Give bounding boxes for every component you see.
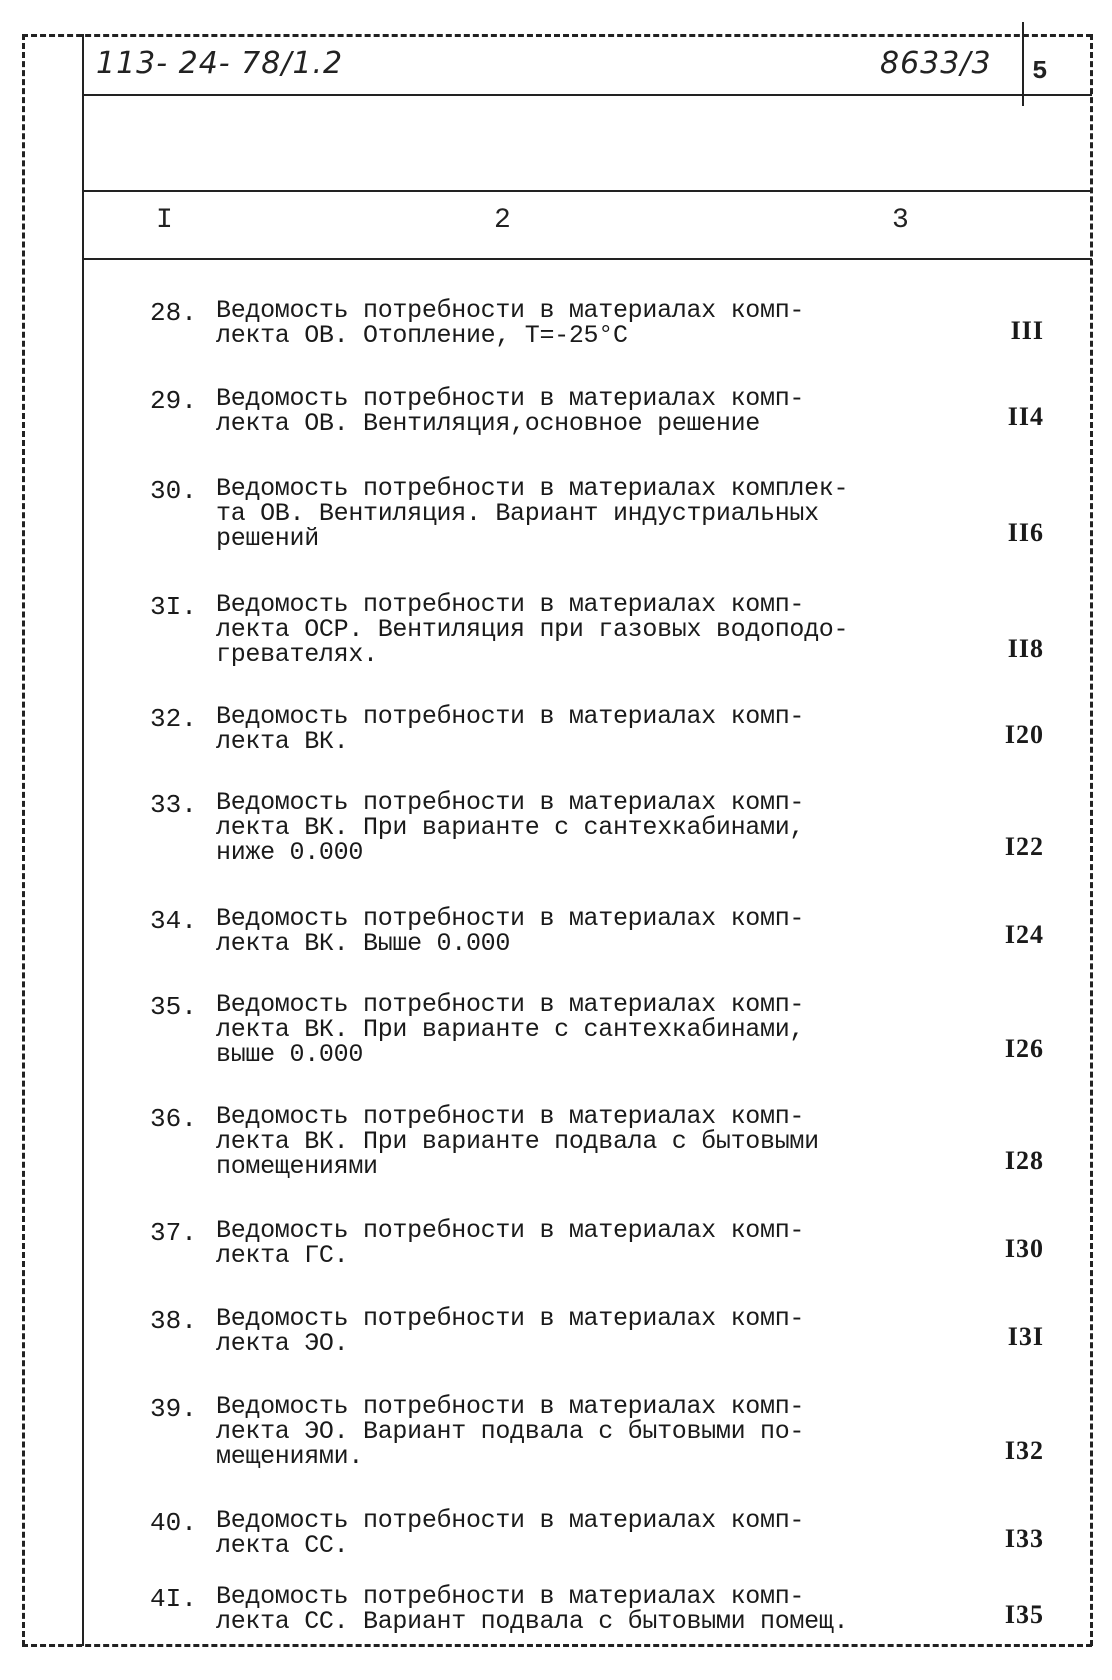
entry-number: 39. <box>150 1394 197 1424</box>
frame-inner-left-border <box>82 34 84 1646</box>
entry-page: I20 <box>1004 720 1044 749</box>
entry-number: 28. <box>150 298 197 328</box>
entry-number: 3I. <box>150 592 197 622</box>
entry-text: Ведомость потребности в материалах комп- лекта СС. Вариант подвала с бытовыми помещ. <box>216 1582 849 1636</box>
entry-text: Ведомость потребности в материалах комп- лекта ВК. Выше 0.000 <box>216 904 805 958</box>
entry-page: I3I <box>1007 1322 1044 1351</box>
entry-text: Ведомость потребности в материалах комп- лекта ВК. При варианте с сантехкабинами, ниже 0.000 <box>216 788 805 867</box>
frame-top-border <box>22 34 1092 37</box>
entry-text: Ведомость потребности в материалах комп- лекта ВК. При варианте с сантехкабинами, выше 0.000 <box>216 990 805 1069</box>
frame-right-border <box>1090 34 1093 1646</box>
entry-page: II8 <box>1007 634 1044 663</box>
entry-number: 29. <box>150 386 197 416</box>
frame-left-border <box>22 34 25 1646</box>
entry-page: I33 <box>1004 1524 1044 1553</box>
entry-number: 30. <box>150 476 197 506</box>
entry-text: Ведомость потребности в материалах комп- лекта ЭО. <box>216 1304 805 1358</box>
entry-page: I30 <box>1004 1234 1044 1263</box>
entry-page: III <box>1010 316 1044 345</box>
entry-page: I35 <box>1004 1600 1044 1629</box>
entry-number: 35. <box>150 992 197 1022</box>
entry-number: 32. <box>150 704 197 734</box>
entry-number: 40. <box>150 1508 197 1538</box>
entry-text: Ведомость потребности в материалах комп- лекта ВК. При варианте подвала с бытовыми помещениями <box>216 1102 819 1181</box>
column-number-3: 3 <box>892 205 909 236</box>
entry-page: I32 <box>1004 1436 1044 1465</box>
entry-text: Ведомость потребности в материалах комплек- та ОВ. Вентиляция. Вариант индустриальных решений <box>216 474 849 553</box>
entry-page: I28 <box>1004 1146 1044 1175</box>
entry-page: I26 <box>1004 1034 1044 1063</box>
entry-page: II6 <box>1007 518 1044 547</box>
inventory-number: 8633/3 <box>880 46 992 81</box>
column-number-2: 2 <box>494 205 511 236</box>
entry-page: I24 <box>1004 920 1044 949</box>
column-header-top-rule <box>82 190 1092 192</box>
entry-page: I22 <box>1004 832 1044 861</box>
sheet-number: 5 <box>1032 56 1048 86</box>
entry-text: Ведомость потребности в материалах комп- лекта ЭО. Вариант подвала с бытовыми по- мещениями. <box>216 1392 805 1471</box>
entry-number: 4I. <box>150 1584 197 1614</box>
entry-number: 38. <box>150 1306 197 1336</box>
entry-text: Ведомость потребности в материалах комп- лекта ОСР. Вентиляция при газовых водоподо- гревателях. <box>216 590 849 669</box>
entry-page: II4 <box>1007 402 1044 431</box>
entry-text: Ведомость потребности в материалах комп- лекта СС. <box>216 1506 805 1560</box>
entry-number: 36. <box>150 1104 197 1134</box>
entry-number: 34. <box>150 906 197 936</box>
header-underline <box>82 94 1092 96</box>
document-code: 113- 24- 78/1.2 <box>96 46 344 81</box>
column-header-bottom-rule <box>82 258 1092 260</box>
entry-number: 37. <box>150 1218 197 1248</box>
entry-number: 33. <box>150 790 197 820</box>
frame-bottom-border <box>22 1644 1092 1647</box>
entry-text: Ведомость потребности в материалах комп- лекта ГС. <box>216 1216 805 1270</box>
entry-text: Ведомость потребности в материалах комп- лекта ОВ. Вентиляция,основное решение <box>216 384 805 438</box>
entry-text: Ведомость потребности в материалах комп- лекта ОВ. Отопление, Т=-25°С <box>216 296 805 350</box>
column-number-1: I <box>156 205 173 236</box>
entry-text: Ведомость потребности в материалах комп- лекта ВК. <box>216 702 805 756</box>
